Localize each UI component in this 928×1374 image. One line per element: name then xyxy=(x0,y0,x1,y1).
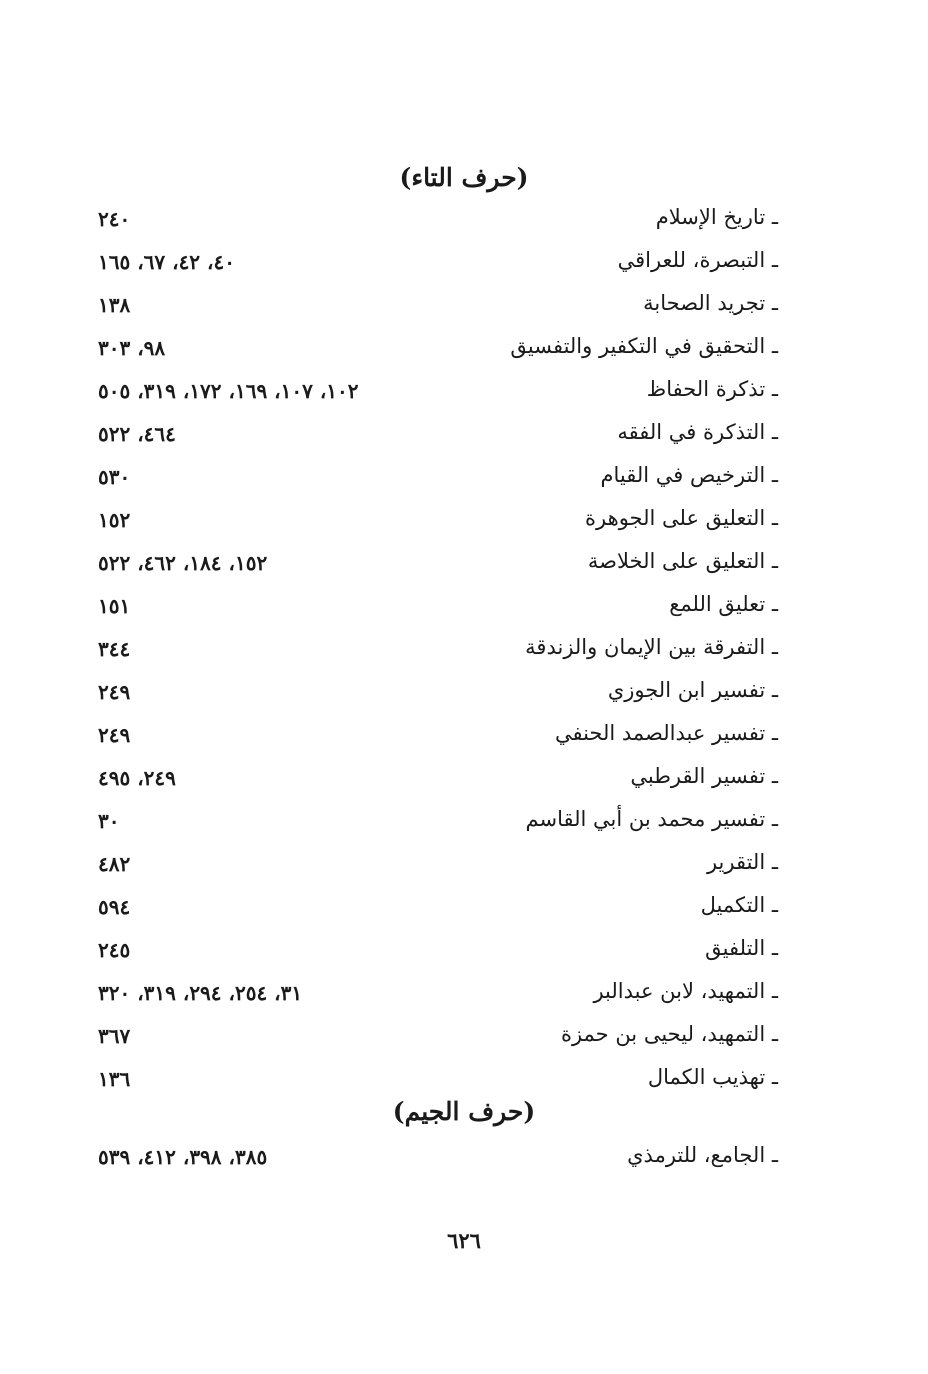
entry-pages: ٢٤٩ xyxy=(98,680,131,704)
entry-pages: ٣٦٧ xyxy=(98,1024,131,1048)
entry-title: ـ التذكرة في الفقه xyxy=(617,420,778,444)
index-entry xyxy=(98,331,778,374)
entry-title: ـ التمهيد، لابن عبدالبر xyxy=(593,979,778,1003)
section-heading-jim: (حرف الجيم) xyxy=(392,1097,536,1126)
entries-list-ta xyxy=(98,202,778,1105)
entry-title: ـ الجامع، للترمذي xyxy=(627,1143,778,1167)
index-entry xyxy=(98,417,778,460)
index-entry xyxy=(98,675,778,718)
index-entry xyxy=(98,374,778,417)
entry-title: ـ تعليق اللمع xyxy=(669,592,778,616)
entry-title: ـ تجريد الصحابة xyxy=(643,291,778,315)
index-entry xyxy=(98,202,778,245)
entry-title: ـ التقرير xyxy=(706,850,778,874)
entry-title: ـ تاريخ الإسلام xyxy=(655,205,778,229)
index-entry xyxy=(98,1019,778,1062)
entry-pages: ٥٣٠ xyxy=(98,465,131,489)
index-entry xyxy=(98,632,778,675)
entry-pages: ٢٤٠ xyxy=(98,207,131,231)
index-entry xyxy=(98,847,778,890)
entry-pages: ١٥١ xyxy=(98,594,131,618)
entry-pages: ٣٨٥، ٣٩٨، ٤١٢، ٥٣٩ xyxy=(98,1145,268,1169)
index-entry xyxy=(98,589,778,632)
entry-title: ـ التكميل xyxy=(700,893,778,917)
entry-pages: ٤٠، ٤٢، ٦٧، ١٦٥ xyxy=(98,250,235,274)
entry-pages: ٣٤٤ xyxy=(98,637,131,661)
entry-pages: ٣٠ xyxy=(98,809,120,833)
index-entry xyxy=(98,503,778,546)
entry-pages: ١٠٢، ١٠٧، ١٦٩، ١٧٢، ٣١٩، ٥٠٥ xyxy=(98,379,359,403)
entry-title: ـ تفسير عبدالصمد الحنفي xyxy=(554,721,778,745)
entry-pages: ١٣٨ xyxy=(98,293,131,317)
page-number: ٦٢٦ xyxy=(447,1228,481,1253)
section-heading-ta: (حرف التاء) xyxy=(399,163,529,192)
entry-title: ـ التعليق على الجوهرة xyxy=(585,506,778,530)
index-entry xyxy=(98,718,778,761)
index-entry xyxy=(98,761,778,804)
index-entry xyxy=(98,288,778,331)
entry-title: ـ التمهيد، ليحيى بن حمزة xyxy=(560,1022,778,1046)
entry-pages: ٩٨، ٣٠٣ xyxy=(98,336,166,360)
entry-title: ـ تفسير القرطبي xyxy=(630,764,778,788)
entry-pages: ١٥٢ xyxy=(98,508,131,532)
entry-pages: ١٣٦ xyxy=(98,1067,131,1091)
entry-pages: ٤٨٢ xyxy=(98,852,131,876)
entry-title: ـ تفسير محمد بن أبي القاسم xyxy=(525,807,778,831)
entry-pages: ٢٤٩ xyxy=(98,723,131,747)
entry-title: ـ تفسير ابن الجوزي xyxy=(607,678,778,702)
index-entry xyxy=(98,1140,778,1183)
index-entry xyxy=(98,976,778,1019)
entry-title: ـ التفرقة بين الإيمان والزندقة xyxy=(525,635,778,659)
entries-list-jim xyxy=(98,1140,778,1183)
index-entry xyxy=(98,804,778,847)
entry-pages: ٣١، ٢٥٤، ٢٩٤، ٣١٩، ٣٢٠ xyxy=(98,981,303,1005)
index-entry xyxy=(98,460,778,503)
index-entry xyxy=(98,933,778,976)
index-entry xyxy=(98,546,778,589)
entry-title: ـ تذكرة الحفاظ xyxy=(646,377,778,401)
entry-pages: ٥٩٤ xyxy=(98,895,131,919)
entry-title: ـ التبصرة، للعراقي xyxy=(617,248,778,272)
entry-title: ـ التحقيق في التكفير والتفسيق xyxy=(510,334,778,358)
entry-pages: ٢٤٥ xyxy=(98,938,131,962)
index-entry xyxy=(98,245,778,288)
entry-pages: ٤٦٤، ٥٢٢ xyxy=(98,422,176,446)
entry-pages: ٢٤٩، ٤٩٥ xyxy=(98,766,176,790)
entry-title: ـ تهذيب الكمال xyxy=(647,1065,778,1089)
entry-title: ـ التلفيق xyxy=(705,936,778,960)
entry-title: ـ التعليق على الخلاصة xyxy=(587,549,778,573)
entry-title: ـ الترخيص في القيام xyxy=(600,463,778,487)
index-entry xyxy=(98,890,778,933)
entry-pages: ١٥٢، ١٨٤، ٤٦٢، ٥٢٢ xyxy=(98,551,268,575)
